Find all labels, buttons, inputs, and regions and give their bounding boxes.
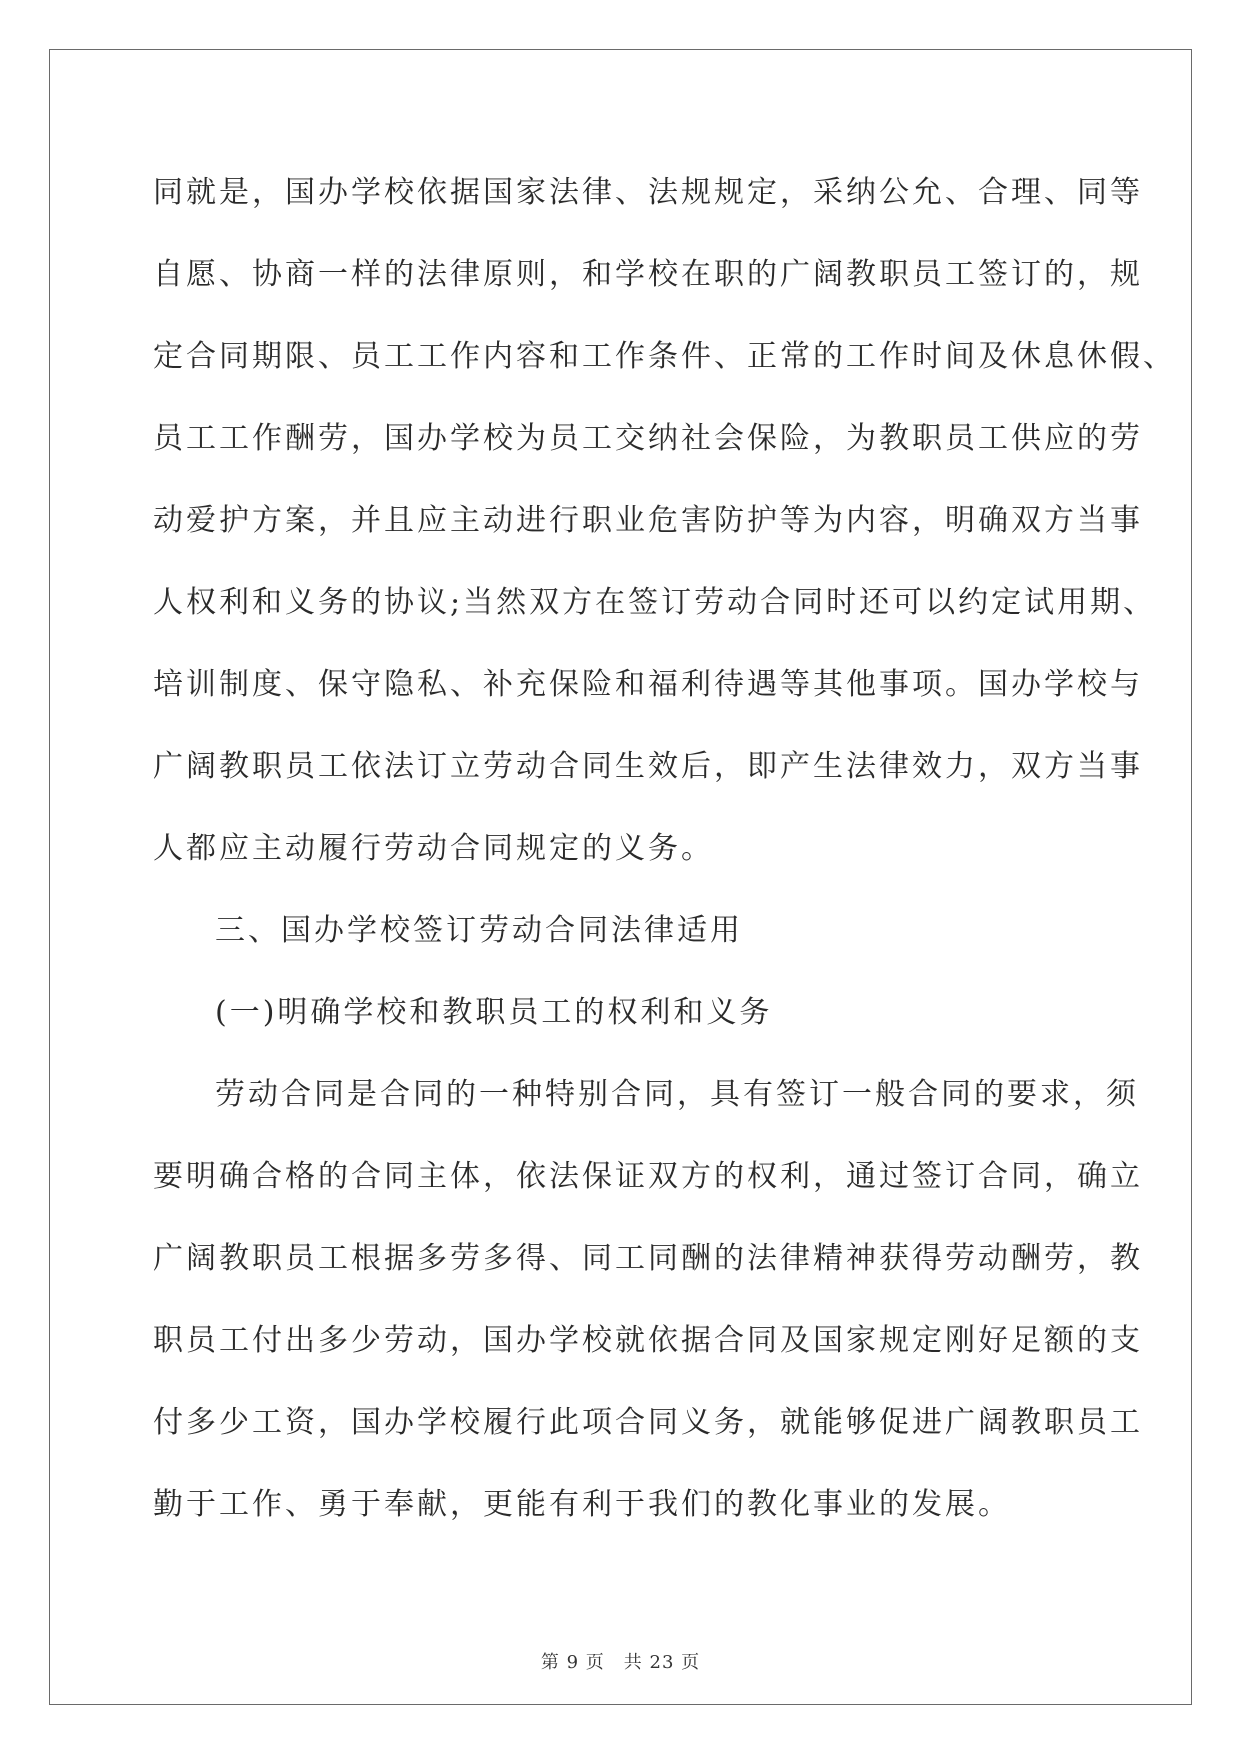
paragraph-line: 员工工作酬劳，国办学校为员工交纳社会保险，为教职员工供应的劳 [153,421,1143,456]
subsection-heading: (一)明确学校和教职员工的权利和义务 [215,995,773,1030]
paragraph-line: 人权利和义务的协议;当然双方在签订劳动合同时还可以约定试用期、 [153,585,1157,620]
document-body [153,152,1176,1546]
paragraph-line: 勤于工作、勇于奉献，更能有利于我们的教化事业的发展。 [153,1487,1011,1522]
paragraph-line: 定合同期限、员工工作内容和工作条件、正常的工作时间及休息休假、 [153,339,1176,374]
paragraph-line: 付多少工资，国办学校履行此项合同义务，就能够促进广阔教职员工 [153,1405,1143,1440]
paragraph-line: 人都应主动履行劳动合同规定的义务。 [153,831,714,866]
paragraph-line: 动爱护方案，并且应主动进行职业危害防护等为内容，明确双方当事 [153,503,1143,538]
paragraph-line: 职员工付出多少劳动，国办学校就依据合同及国家规定刚好足额的支 [153,1323,1143,1358]
paragraph-line: 劳动合同是合同的一种特别合同，具有签订一般合同的要求，须 [215,1077,1139,1112]
paragraph-line: 广阔教职员工根据多劳多得、同工同酬的法律精神获得劳动酬劳，教 [153,1241,1143,1276]
page-number-footer: 第 9 页 共 23 页 [540,1652,701,1673]
paragraph-line: 广阔教职员工依法订立劳动合同生效后，即产生法律效力，双方当事 [153,749,1143,784]
section-heading: 三、国办学校签订劳动合同法律适用 [215,913,743,948]
paragraph-line: 培训制度、保守隐私、补充保险和福利待遇等其他事项。国办学校与 [153,667,1143,702]
paragraph-line: 自愿、协商一样的法律原则，和学校在职的广阔教职员工签订的，规 [153,257,1143,292]
paragraph-line: 要明确合格的合同主体，依法保证双方的权利，通过签订合同，确立 [153,1159,1143,1194]
paragraph-line: 同就是，国办学校依据国家法律、法规规定，采纳公允、合理、同等 [153,175,1143,210]
